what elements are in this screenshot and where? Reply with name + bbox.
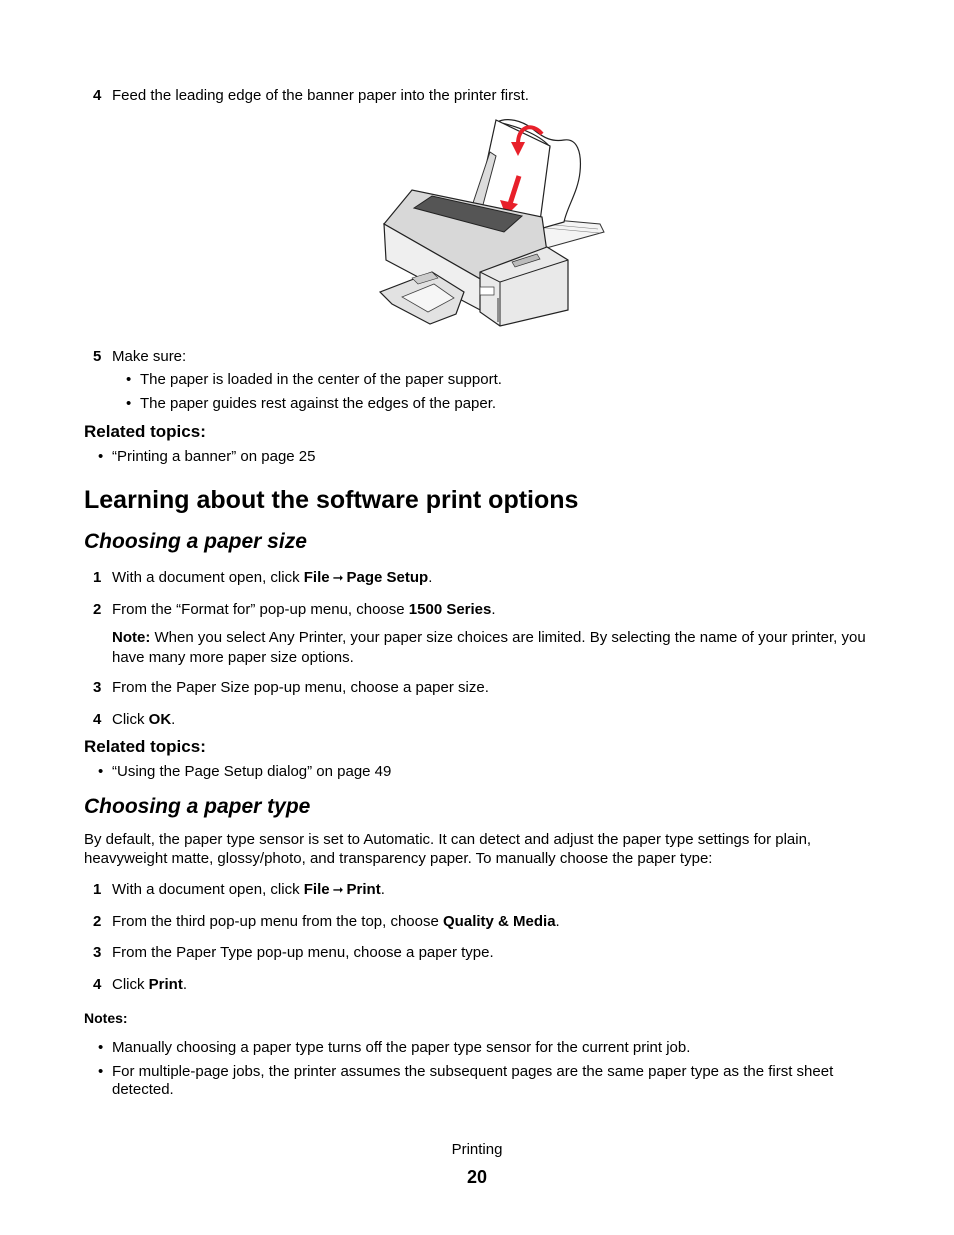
bullet-icon: • [126, 371, 132, 388]
note [112, 628, 874, 668]
related-topics-heading: Related topics: [84, 737, 206, 756]
page-number: 20 [466, 1167, 488, 1187]
bullet-icon: • [98, 1039, 104, 1056]
bullet-icon: • [98, 763, 104, 780]
subsection-title-paper-size: Choosing a paper size [84, 530, 307, 553]
paper-type-intro: By default, the paper type sensor is set to Automatic. It can detect and adjust the paper type settings for plain, heavyweight matte, glossy/photo, and transparency paper. To manually choose the paper type: [84, 831, 812, 867]
step-number: 4 [93, 87, 102, 104]
bullet-icon: • [98, 1063, 104, 1080]
arrow-right-icon: ➞ [332, 570, 344, 585]
bullet-icon: • [126, 395, 132, 412]
footer-section-name: Printing [451, 1141, 503, 1158]
step-text: Make sure: [112, 348, 187, 365]
printer-banner-illustration [372, 112, 612, 334]
arrow-right-icon: ➞ [332, 882, 344, 897]
note-label: Note: [112, 629, 151, 646]
related-topics-heading: Related topics: [84, 422, 206, 441]
note-text: When you select Any Printer, your paper size choices are limited. By selecting the name of your printer, you have many more paper size options. [112, 629, 866, 666]
subsection-title-paper-type: Choosing a paper type [84, 795, 311, 818]
step-text: Feed the leading edge of the banner paper into the printer first. [112, 87, 529, 104]
section-title: Learning about the software print options [84, 486, 579, 514]
bullet-icon: • [98, 448, 104, 465]
step-number: 5 [93, 348, 102, 365]
notes-heading: Notes: [84, 1010, 128, 1026]
